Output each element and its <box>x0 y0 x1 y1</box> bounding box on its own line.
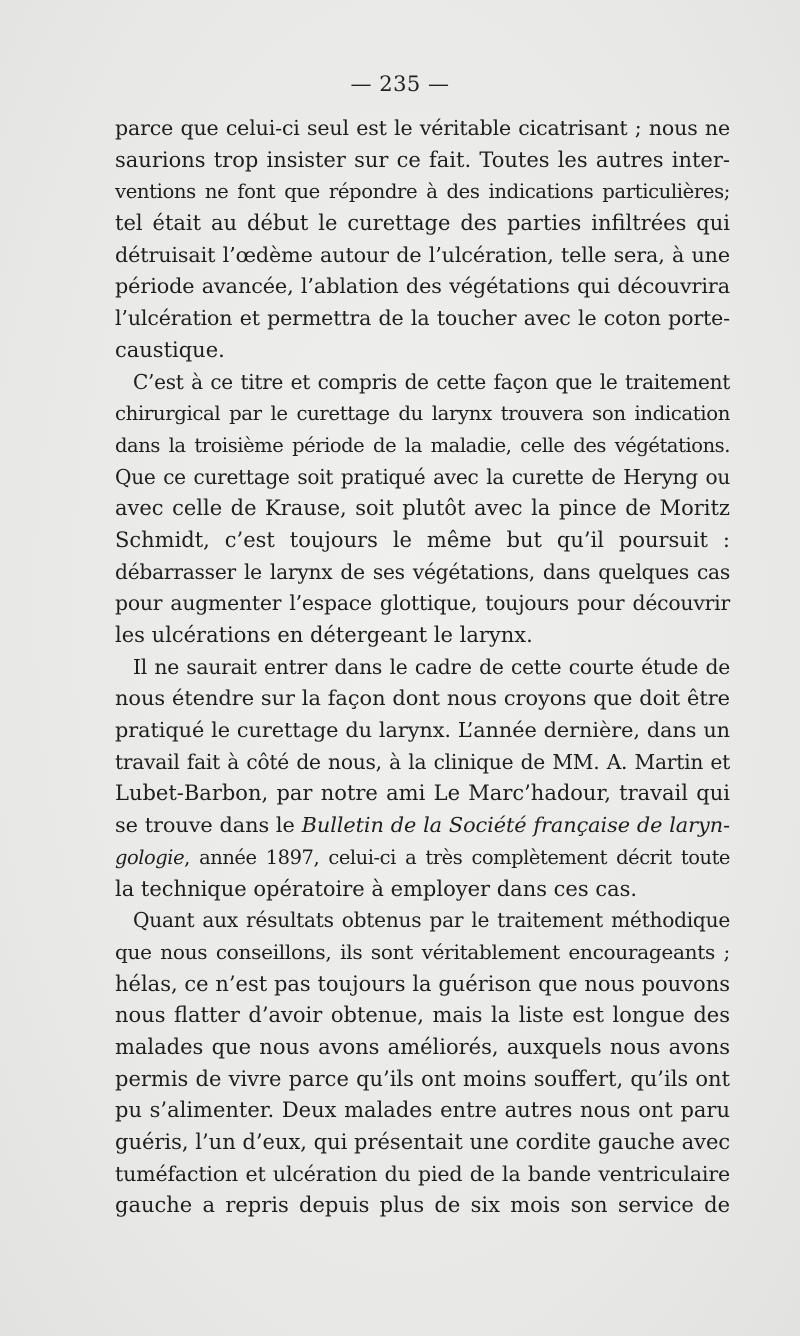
italic-title: gologie <box>115 845 185 869</box>
text-line: hélas, ce n’est pas toujours la guérison que nous pouvons <box>115 971 730 996</box>
text-line: débarrasser le larynx de ses végétations, dans quelques cas <box>115 559 730 584</box>
text-line: dans la troisième période de la maladie, celle des végétations. <box>115 433 730 457</box>
text-line: nous étendre sur la façon dont nous croyons que doit être <box>115 686 730 711</box>
page-number: — 235 — <box>350 72 450 96</box>
text-line: tuméfaction et ulcération du pied de la bande ventriculaire <box>115 1161 730 1186</box>
text-line: Quant aux résultats obtenus par le traitement méthodique <box>133 908 730 933</box>
text-line: tel était au début le curettage des parties infiltrées qui <box>115 211 730 236</box>
text-line: guéris, l’un d’eux, qui présentait une cordite gauche avec <box>115 1130 731 1154</box>
text-line: avec celle de Krause, soit plutôt avec la pince de Moritz <box>115 496 730 521</box>
text-line: chirurgical par le curettage du larynx trouvera son indication <box>115 402 730 426</box>
text-line: la technique opératoire à employer dans ces cas. <box>115 876 638 901</box>
text-line: permis de vivre parce qu’ils ont moins souffert, qu’ils ont <box>115 1066 730 1091</box>
text-line: pu s’alimenter. Deux malades entre autres nous ont paru <box>115 1098 730 1123</box>
text-line: l’ulcération et permettra de la toucher avec le coton porte- <box>115 306 730 331</box>
text-line: ventions ne font que répondre à des indications particulières; <box>115 180 730 204</box>
text-line: se trouve dans le Bulletin de la Société française de laryn- <box>115 813 730 838</box>
text-line: travail fait à côté de nous, à la clinique de MM. A. Martin et <box>115 749 730 774</box>
text-line: gauche a repris depuis plus de six mois son service de <box>115 1193 730 1218</box>
body-text <box>115 113 730 1222</box>
italic-title: Bulletin de la Société française de laryn- <box>301 813 730 838</box>
text-line: que nous conseillons, ils sont véritablement encourageants ; <box>115 939 730 964</box>
text-line: gologie, année 1897, celui-ci a très complètement décrit toute <box>115 845 730 869</box>
text-line: Que ce curettage soit pratiqué avec la curette de Heryng ou <box>115 464 730 489</box>
text-line: Il ne saurait entrer dans le cadre de cette courte étude de <box>133 654 730 679</box>
text-line: malades que nous avons améliorés, auxquels nous avons <box>115 1034 730 1059</box>
text-line: Lubet-Barbon, par notre ami Le Marc’hadour, travail qui <box>115 781 730 806</box>
text-line: période avancée, l’ablation des végétations qui découvrira <box>115 274 730 299</box>
text-line: pour augmenter l’espace glottique, toujours pour découvrir <box>115 591 730 616</box>
text-line: C’est à ce titre et compris de cette façon que le traitement <box>133 369 730 394</box>
text-line: Schmidt, c’est toujours le même but qu’il poursuit : <box>115 527 730 552</box>
text-line: nous flatter d’avoir obtenue, mais la liste est longue des <box>115 1003 730 1028</box>
text-line: saurions trop insister sur ce fait. Toutes les autres inter- <box>115 147 730 172</box>
text-line: caustique. <box>115 337 225 362</box>
text-line: les ulcérations en détergeant le larynx. <box>115 623 533 647</box>
text-line: parce que celui-ci seul est le véritable cicatrisant ; nous ne <box>115 116 730 140</box>
text-line: pratiqué le curettage du larynx. L’année dernière, dans un <box>115 718 730 743</box>
text-line: détruisait l’œdème autour de l’ulcération, telle sera, à une <box>115 242 730 267</box>
